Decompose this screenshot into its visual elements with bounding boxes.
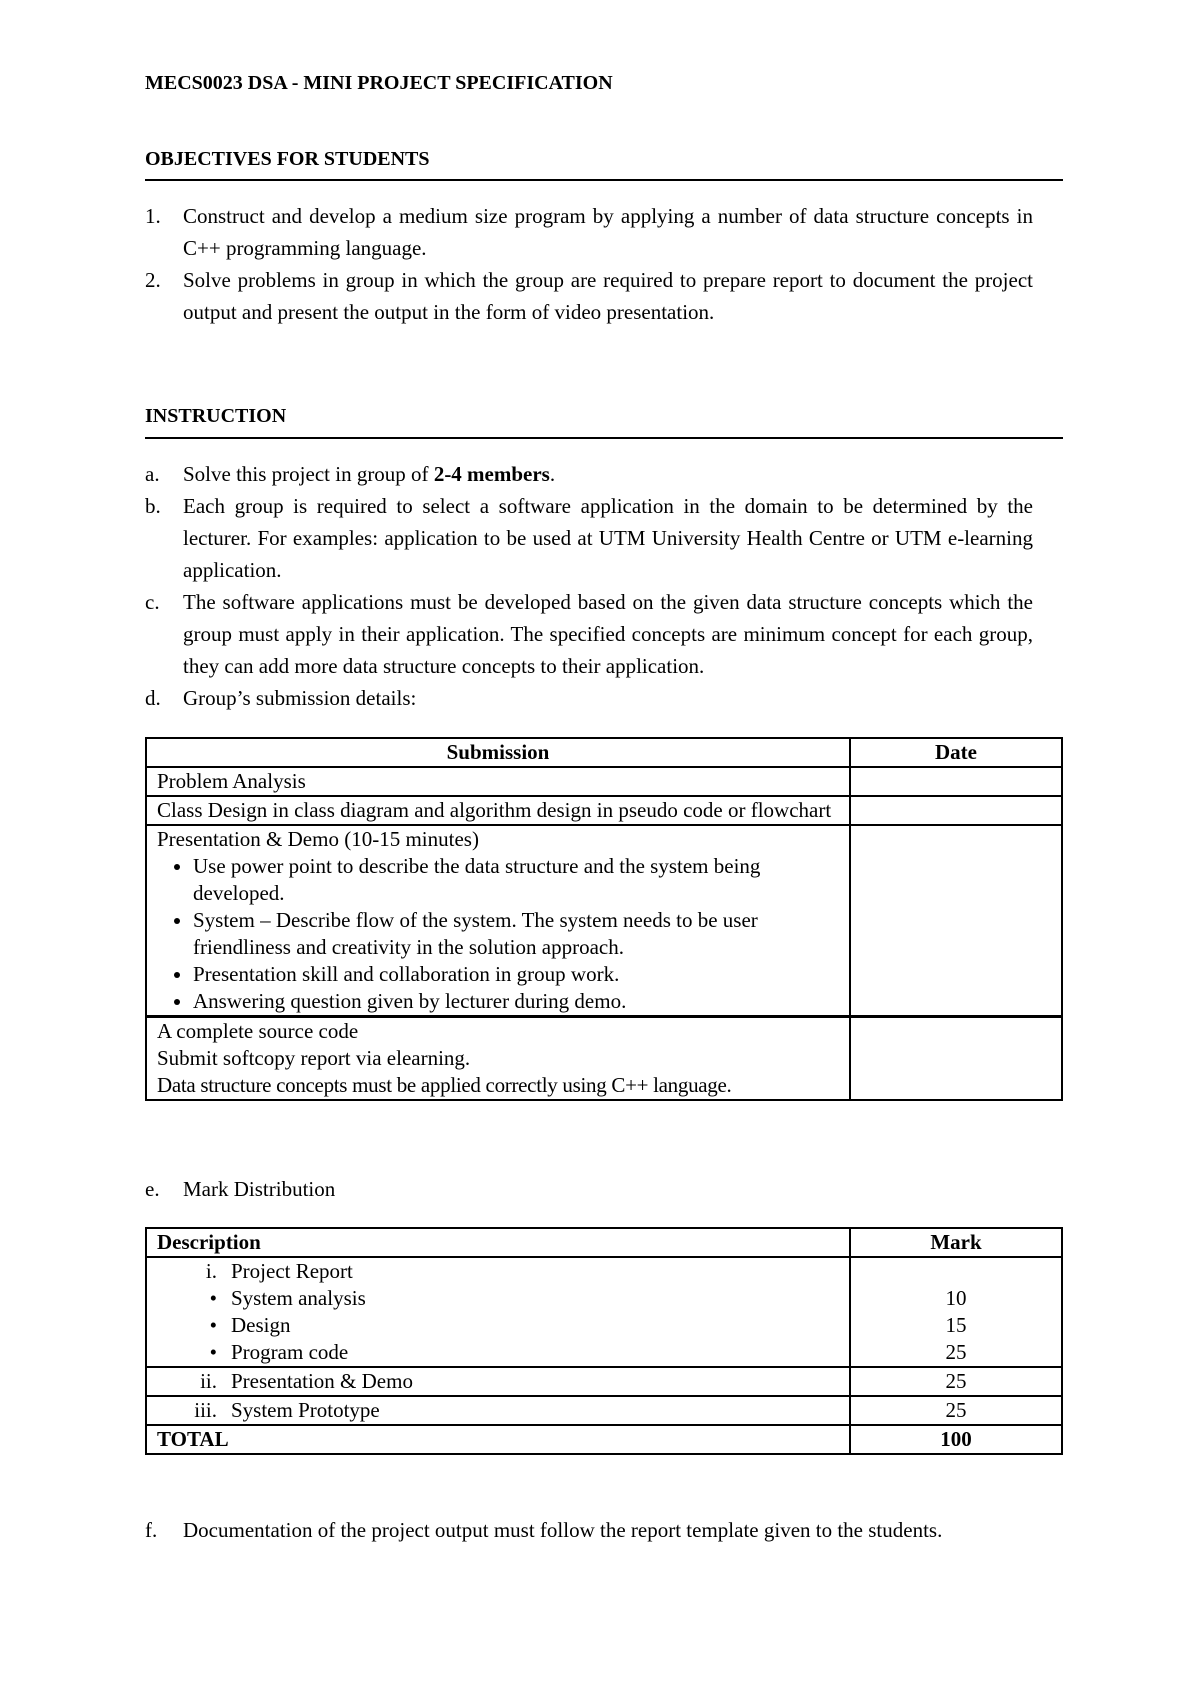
- submission-cell: Class Design in class diagram and algorithm design in pseudo code or flowchart: [146, 796, 850, 825]
- submission-table: [145, 737, 1063, 1101]
- instruction-heading: INSTRUCTION: [145, 405, 287, 427]
- list-marker: e.: [145, 1177, 160, 1201]
- table-row: [146, 1367, 1062, 1396]
- list-marker: 2.: [145, 268, 161, 292]
- header-mark: Mark: [850, 1228, 1062, 1257]
- mark-value: 10: [945, 1286, 967, 1310]
- objectives-heading: OBJECTIVES FOR STUDENTS: [145, 148, 430, 170]
- mark-value: 15: [945, 1313, 967, 1337]
- bullet-icon: •: [209, 1286, 217, 1310]
- instruction-rule: [145, 437, 1063, 439]
- instruction-item-c: [145, 586, 1033, 682]
- date-cell: [850, 1017, 1062, 1101]
- item-label: System Prototype: [231, 1398, 380, 1422]
- header-date: Date: [850, 738, 1062, 767]
- description-cell: [146, 1367, 850, 1396]
- header-description: Description: [146, 1228, 850, 1257]
- instruction-text: Documentation of the project output must follow the report template given to the students.: [183, 1518, 943, 1542]
- date-cell: [850, 796, 1062, 825]
- mark-value: 25: [945, 1340, 967, 1364]
- instruction-item-b: [145, 490, 1033, 586]
- document-title: MECS0023 DSA - MINI PROJECT SPECIFICATION: [145, 72, 613, 94]
- item-label: Design: [231, 1313, 291, 1337]
- item-label: System analysis: [231, 1286, 366, 1310]
- mark-cell: [850, 1257, 1062, 1367]
- date-cell: [850, 825, 1062, 1017]
- submission-cell: [146, 825, 850, 1017]
- list-marker: c.: [145, 590, 160, 614]
- item-label: Project Report: [231, 1259, 353, 1283]
- mark-value: 25: [850, 1396, 1062, 1425]
- objective-text: Solve problems in group in which the group are required to prepare report to document the project output and present the output in the form of video presentation.: [183, 268, 1033, 324]
- group-size: 2-4 members: [433, 462, 550, 486]
- total-mark: 100: [850, 1425, 1062, 1454]
- table-row: [146, 1017, 1062, 1101]
- header-submission: Submission: [146, 738, 850, 767]
- instruction-text: Group’s submission details:: [183, 686, 417, 710]
- objective-text: Construct and develop a medium size program by applying a number of data structure concepts in C++ programming language.: [183, 204, 1033, 260]
- instruction-item-a: [145, 458, 1033, 490]
- bullet-item: • Answering question given by lecturer during demo.: [193, 988, 839, 1015]
- bullet-icon: •: [209, 1313, 217, 1337]
- description-cell: [146, 1257, 850, 1367]
- bullet-icon: •: [209, 1340, 217, 1364]
- item-label: Program code: [231, 1340, 349, 1364]
- table-row: [146, 1257, 1062, 1367]
- objective-item: [145, 200, 1033, 264]
- mark-value: 25: [850, 1367, 1062, 1396]
- submission-line: Submit softcopy report via elearning.: [157, 1046, 471, 1070]
- list-marker: d.: [145, 686, 161, 710]
- instruction-item-f: [145, 1514, 1075, 1546]
- instruction-text: Mark Distribution: [183, 1177, 336, 1201]
- table-header-row: [146, 738, 1062, 767]
- submission-cell: [146, 1017, 850, 1101]
- presentation-bullets: [157, 853, 839, 1015]
- punctuation: .: [549, 462, 556, 486]
- submission-line: A complete source code: [157, 1019, 359, 1043]
- submission-line: Data structure concepts must be applied correctly using C++ language.: [157, 1073, 732, 1097]
- objective-item: [145, 264, 1033, 328]
- roman-numeral: iii.: [194, 1398, 217, 1422]
- table-row: [146, 825, 1062, 1017]
- bullet-item: • System – Describe flow of the system. The system needs to be user friendliness and creativity in the solution approach.: [193, 907, 839, 961]
- objectives-rule: [145, 179, 1063, 181]
- mark-table: [145, 1227, 1063, 1455]
- instruction-list: [145, 458, 1033, 714]
- instruction-text: The software applications must be developed based on the given data structure concepts which the group must apply in their application. The specified concepts are minimum concept for each group, they can add more data structure concepts to their application.: [183, 590, 1033, 678]
- description-cell: [146, 1396, 850, 1425]
- total-label: TOTAL: [146, 1425, 850, 1454]
- table-row: [146, 1396, 1062, 1425]
- instruction-text: Each group is required to select a software application in the domain to be determined by the lecturer. For examples: application to be used at UTM University Health Centre or UTM e-learning application.: [183, 494, 1033, 582]
- submission-cell: Problem Analysis: [146, 767, 850, 796]
- roman-numeral: i.: [205, 1259, 217, 1283]
- bullet-item: • Use power point to describe the data structure and the system being developed.: [193, 853, 839, 907]
- date-cell: [850, 767, 1062, 796]
- objectives-list: [145, 200, 1033, 328]
- table-row: [146, 767, 1062, 796]
- table-header-row: [146, 1228, 1062, 1257]
- item-label: Presentation & Demo: [231, 1369, 413, 1393]
- list-marker: b.: [145, 494, 161, 518]
- instruction-text: Solve this project in group of: [183, 462, 434, 486]
- list-marker: 1.: [145, 204, 161, 228]
- list-marker: f.: [145, 1518, 158, 1542]
- table-row: [146, 796, 1062, 825]
- bullet-item: • Presentation skill and collaboration in group work.: [193, 961, 839, 988]
- instruction-item-e: [145, 1173, 1033, 1205]
- instruction-item-d: [145, 682, 1033, 714]
- roman-numeral: ii.: [200, 1369, 217, 1393]
- total-row: [146, 1425, 1062, 1454]
- presentation-title: Presentation & Demo (10-15 minutes): [157, 827, 479, 851]
- list-marker: a.: [145, 462, 160, 486]
